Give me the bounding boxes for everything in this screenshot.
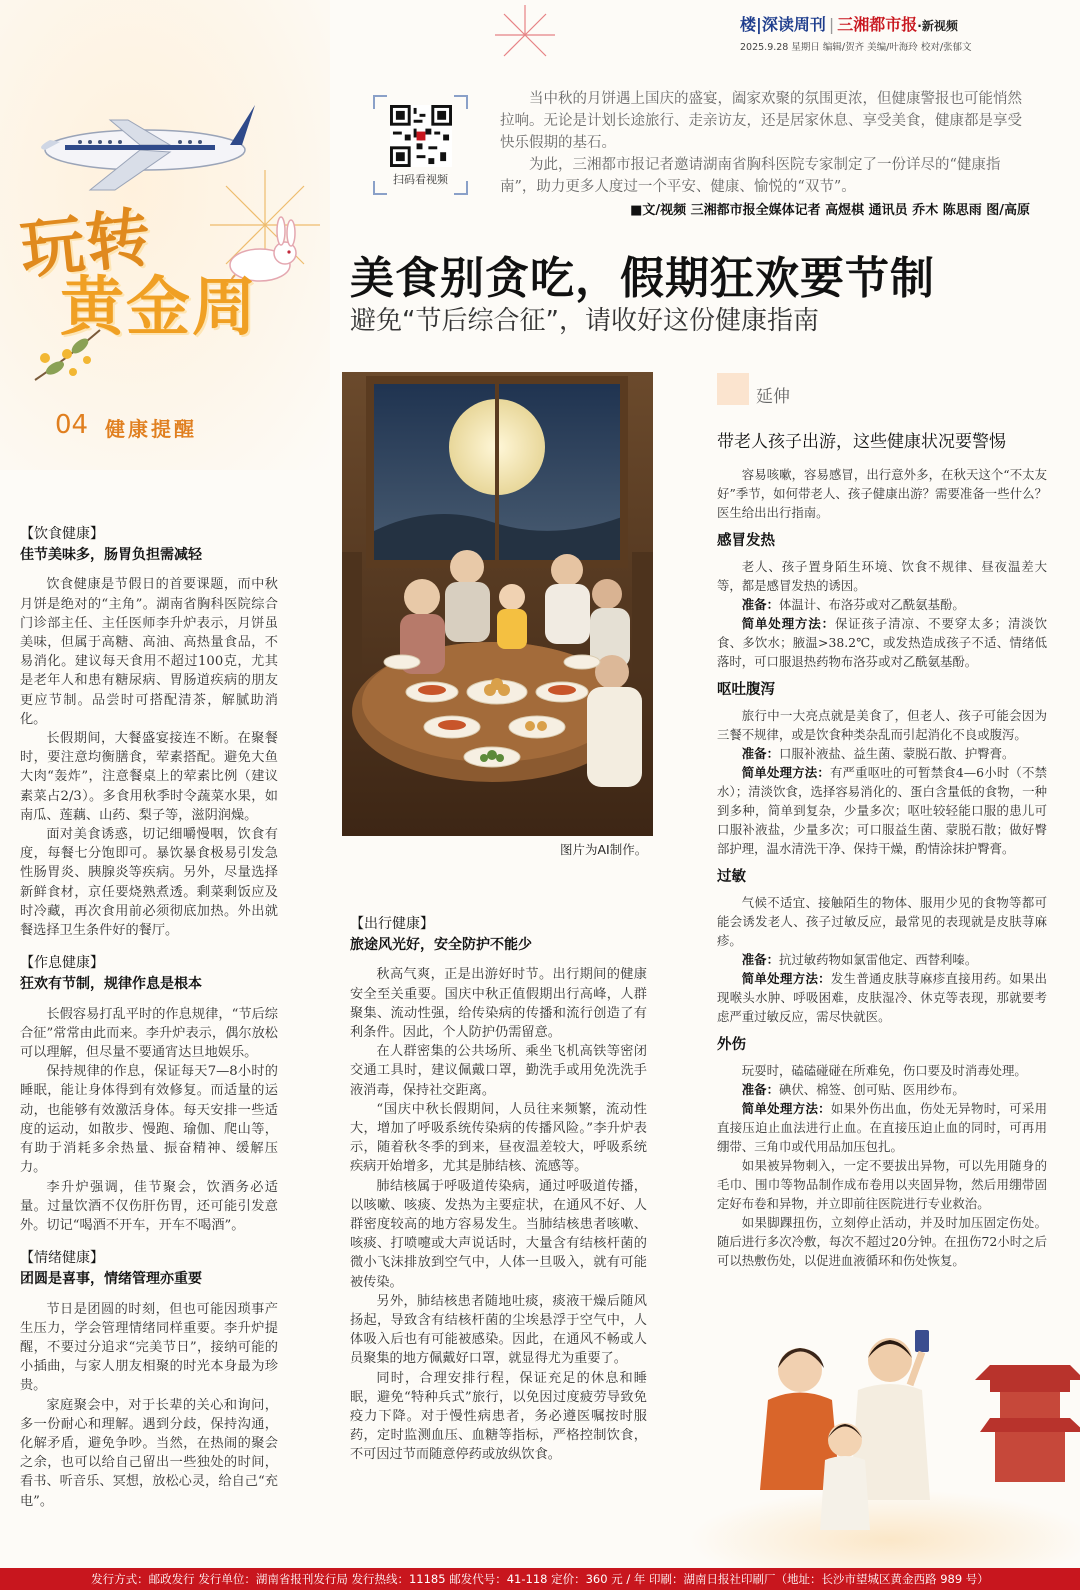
family-dinner-photo xyxy=(342,372,653,836)
paragraph: 李升炉强调，佳节聚会，饮酒务必适量。过量饮酒不仅伤肝伤胃，还可能引发意外。切记“喝酒不开车，开车不喝酒”。 xyxy=(20,1179,278,1233)
prep-line: 准备：口服补液盐、益生菌、蒙脱石散、护臀膏。 xyxy=(741,746,1015,761)
intro-text xyxy=(500,88,1030,222)
left-column xyxy=(20,525,278,1511)
section-subtitle: 旅途风光好，安全防护不能少 xyxy=(350,937,532,954)
hero-title xyxy=(16,200,320,380)
prep-line: 准备：碘伏、棉签、创可贴、医用纱布。 xyxy=(741,1082,965,1097)
photo-caption: 图片为AI制作。 xyxy=(560,842,648,857)
paragraph: 老人、孩子置身陌生环境、饮食不规律、昼夜温差大等，都是感冒发热的诱因。 xyxy=(717,559,1047,593)
masthead-meta: 2025.9.28 星期日 编辑/贺齐 美编/叶海玲 校对/张郁文 xyxy=(740,42,972,53)
paragraph: 另外，肺结核患者随地吐痰，痰液干燥后随风扬起，导致含有结核杆菌的尘埃悬浮于空气中，人体吸入后也有可能被感染。因此，在通风不畅或人员聚集的地方佩戴好口罩，就显得尤为重要了。 xyxy=(350,1293,647,1367)
masthead-brand: ·新视频 xyxy=(917,19,958,33)
qr-code-box[interactable] xyxy=(373,95,468,195)
paragraph: 保持规律的作息，保证每天7—8小时的睡眠，能让身体得到有效修复。而适量的运动，也能够有效激活身体。每天安排一些适度的运动，如散步、慢跑、瑜伽、爬山等，有助于消耗多余热量、振奋精神、缓解压力。 xyxy=(20,1064,278,1176)
prep-line: 准备：体温计、布洛芬或对乙酰氨基酚。 xyxy=(741,597,965,612)
section-tag: 【出行健康】 xyxy=(350,916,434,932)
paragraph: 同时，合理安排行程，保证充足的休息和睡眠，避免“特种兵式”旅行，以免因过度疲劳导致免疫力下降。对于慢性病患者，务必遵医嘱按时服药，定时监测血压、血糖等指标，严格控制饮食，不可因过节而随意停药或放纵饮食。 xyxy=(350,1370,647,1463)
qr-caption: 扫码看视频 xyxy=(393,173,448,186)
prep-line: 准备：抗过敏药物如氯雷他定、西替利嗪。 xyxy=(741,952,978,967)
masthead-column: 楼|深读周刊 xyxy=(740,15,826,34)
subsection-heading: 感冒发热 xyxy=(717,533,775,549)
intro-paragraph: 为此，三湘都市报记者邀请湖南省胸科医院专家制定了一份详尽的“健康指南”，助力更多人度过一个平安、健康、愉悦的“双节”。 xyxy=(500,157,1001,195)
method-line: 简单处理方法：有严重呕吐的可暂禁食4—6小时（不禁水）；清淡饮食，选择容易消化的、蛋白含量低的食物，一种到多种，简单到复杂，少量多次；呕吐较轻能口服的患儿可口服补液盐，少量多次；可口服益生菌、蒙脱石散；做好臀部护理，温水清洗干净、保持干燥，酌情涂抹护臀膏。 xyxy=(717,765,1047,856)
paragraph: 在人群密集的公共场所、乘坐飞机高铁等密闭交通工具时，建议佩戴口罩，勤洗手或用免洗洗手液消毒，保持社交距离。 xyxy=(350,1044,647,1098)
middle-column xyxy=(350,915,647,1465)
method-line: 简单处理方法：如果外伤出血，伤处无异物时，可采用直接压迫止血法进行止血。在直接压迫止血的同时，可再用绷带、三角巾或代用品加压包扎。 xyxy=(717,1101,1048,1154)
section-subtitle: 佳节美味多，肠胃负担需减轻 xyxy=(20,547,202,564)
airplane-illustration xyxy=(30,90,260,200)
paragraph: 容易咳嗽，容易感冒，出行意外多，在秋天这个“不太友好”季节，如何带老人、孩子健康出游？需要准备一些什么？医生给出出行指南。 xyxy=(717,467,1047,520)
paragraph: 玩耍时，磕磕碰碰在所难免，伤口要及时消毒处理。 xyxy=(741,1063,1027,1078)
masthead-paper: 三湘都市报 xyxy=(837,15,918,34)
subsection-heading: 呕吐腹泻 xyxy=(717,682,775,698)
hero-title-line2: 黄金周 xyxy=(60,271,258,345)
subsection-heading: 外伤 xyxy=(717,1037,746,1053)
paragraph: 家庭聚会中，对于长辈的关心和询问，多一份耐心和理解。遇到分歧，保持沟通，化解矛盾，避免争吵。当然，在热闹的聚会之余，也可以给自己留出一些独处的时间，看书、听音乐、冥想，放松心灵，给自己“充电”。 xyxy=(20,1397,278,1509)
byline: ■文/视频 三湘都市报全媒体记者 高煜棋 通讯员 乔木 陈思雨 图/高原 xyxy=(630,203,1030,218)
paragraph: 旅行中一大亮点就是美食了，但老人、孩子可能会因为三餐不规律，或是饮食种类杂乱而引起消化不良或腹泻。 xyxy=(717,708,1047,742)
method-line: 简单处理方法：保证孩子清凉、不要穿太多；清淡饮食、多饮水；腋温>38.2℃，或发热造成孩子不适、情绪低落时，可口服退热药物布洛芬或对乙酰氨基酚。 xyxy=(717,616,1048,669)
paragraph: 长假容易打乱平时的作息规律，“节后综合征”常常由此而来。李升炉表示，偶尔放松可以理解，但尽量不要通宵达旦地娱乐。 xyxy=(20,1006,278,1061)
intro-paragraph: 当中秋的月饼遇上国庆的盛宴，阖家欢聚的氛围更浓，但健康警报也可能悄然拉响。无论是计划长途旅行、走亲访友，还是居家休息、享受美食，健康都是享受快乐假期的基石。 xyxy=(500,91,1022,151)
extension-title: 带老人孩子出游，这些健康状况要警惕 xyxy=(717,432,1006,452)
paragraph: 节日是团圆的时刻，但也可能因琐事产生压力，学会管理情绪同样重要。李升炉提醒，不要过分追求“完美节日”，接纳可能的小插曲，与家人朋友相聚的时光本身最为珍贵。 xyxy=(20,1301,278,1394)
masthead: 楼|深读周刊 | 三湘都市报·新视频 2025.9.28 星期日 编辑/贺齐 美编/叶海玲 校对/张郁文 xyxy=(740,12,1070,52)
method-line: 简单处理方法：发生普通皮肤荨麻疹直接用药。如果出现喉头水肿、呼吸困难，皮肤湿冷、休克等表现，那就要考虑严重过敏反应，需尽快就医。 xyxy=(717,971,1048,1024)
paragraph: 面对美食诱惑，切记细嚼慢咽，饮食有度，每餐七分饱即可。暴饮暴食极易引发急性肠胃炎、胰腺炎等疾病。另外，尽量选择新鲜食材，京任要烧熟煮透。剩菜剩饭应及时冷藏，再次食用前必须彻底加热。外出就餐选择卫生条件好的餐厅。 xyxy=(20,827,278,939)
paragraph: 如果脚踝扭伤，立刻停止活动，并及时加压固定伤处。随后进行多次冷敷，每次不超过20分钟。在扭伤72小时之后可以热敷伤处，以促进血液循环和伤处恢复。 xyxy=(717,1215,1047,1268)
paragraph: “国庆中秋长假期间，人员往来频繁，流动性大，增加了呼吸系统传染病的传播风险。”李升炉表示，随着秋冬季的到来，昼夜温差较大，呼吸系统疾病开始增多，尤其是肺结核、流感等。 xyxy=(350,1101,647,1175)
section-tag: 【饮食健康】 xyxy=(20,526,104,542)
extension-column xyxy=(717,465,1047,1270)
headline: 美食别贪吃，假期狂欢要节制 xyxy=(350,253,935,304)
section-tag: 【情绪健康】 xyxy=(20,1250,104,1267)
section-tag: 【作息健康】 xyxy=(20,955,104,972)
section-subtitle: 团圆是喜事，情绪管理亦重要 xyxy=(20,1271,202,1288)
footer-bar: 发行方式：邮政发行 发行单位：湖南省报刊发行局 发行热线：11185 邮发代号：41-118 定价：360 元 / 年 印刷：湖南日报社印刷厂（地址：长沙市望城区黄金西路 989 号） xyxy=(0,1568,1080,1590)
paragraph: 气候不适宜、接触陌生的物体、服用少见的食物等都可能会诱发老人、孩子过敏反应，最常见的表现就是皮肤荨麻疹。 xyxy=(717,895,1047,948)
extension-icon xyxy=(717,373,749,405)
paragraph: 长假期间，大餐盛宴接连不断。在聚餐时，要注意均衡膳食，荤素搭配。避免大鱼大肉“轰炸”，注意餐桌上的荤素比例（建议素菜占2/3）。多食用秋季时令蔬菜水果，如南瓜、莲藕、山药、梨子等，滋阴润燥。 xyxy=(20,731,278,823)
paragraph: 肺结核属于呼吸道传染病，通过呼吸道传播，以咳嗽、咳痰、发热为主要症状，在通风不好、人群密度较高的地方容易发生。当肺结核患者咳嗽、咳痰、打喷嚏或大声说话时，大量含有结核杆菌的微小飞沫排放到空气中，人体一旦吸入，就有可能被传染。 xyxy=(350,1178,647,1290)
subheadline: 避免“节后综合征”，请收好这份健康指南 xyxy=(350,306,819,336)
subsection-heading: 过敏 xyxy=(717,869,746,885)
paragraph: 秋高气爽，正是出游好时节。出行期间的健康安全至关重要。国庆中秋正值假期出行高峰，人群聚集、流动性强，给传染病的传播和流行创造了有利条件。因此，个人防护仍需留意。 xyxy=(350,967,647,1041)
qr-code-icon[interactable] xyxy=(390,105,452,167)
page-number: 04 xyxy=(55,410,89,440)
paragraph: 如果被异物刺入，一定不要拔出异物，可以先用随身的毛巾、围巾等物品制作成布卷用以夹固异物，然后用绷带固定好布卷和异物，并立即前往医院进行专业救治。 xyxy=(717,1158,1047,1211)
extension-label: 延伸 xyxy=(756,387,790,407)
hero-title-line1: 玩转 xyxy=(16,201,156,289)
section-name: 健康提醒 xyxy=(105,417,197,441)
firework-decoration xyxy=(470,0,580,70)
section-subtitle: 狂欢有节制，规律作息是根本 xyxy=(20,976,202,993)
paragraph: 饮食健康是节假日的首要课题，而中秋月饼是绝对的“主角”。湖南省胸科医院综合门诊部主任、主任医师李升炉表示，月饼虽美味，但属于高糖、高油、高热量食品，不易消化。建议每天食用不超过100克，尤其是老年人和患有糖尿病、胃肠道疾病的朋友更应节制。品尝时可搭配清茶，解腻助消化。 xyxy=(20,577,278,727)
family-travel-illustration xyxy=(690,1290,1080,1570)
